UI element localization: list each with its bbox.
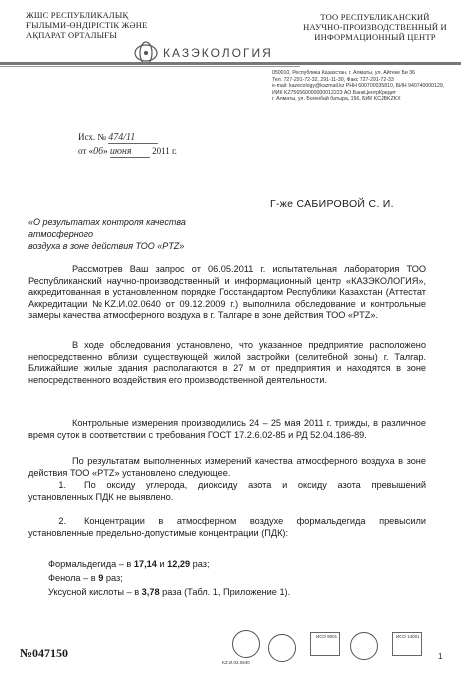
header-left-block — [26, 10, 147, 40]
iso-14001-label: ИСО 14001 — [396, 634, 420, 639]
concentration-value: 9 — [98, 573, 104, 583]
header-right-block — [300, 12, 450, 42]
page-number: 1 — [438, 652, 443, 661]
header-divider-thin — [0, 66, 300, 67]
address-line: 050010, Республика Казахстан, г. Алматы, ул. Айтеке Би 36 — [272, 70, 415, 76]
form-serial-number: №047150 — [20, 646, 69, 660]
item-1-text: По оксиду углерода, диоксиду азота и оксиду азота превышений установленных ПДК не выявлено. — [28, 480, 426, 502]
address-line: ИИК KZ756560000000012223 АО БанкЦентрКредит — [272, 89, 396, 96]
accreditation-label: KZ.И.02.0640 — [222, 660, 250, 665]
header-right-line: ИНФОРМАЦИОННЫЙ ЦЕНТР — [314, 32, 436, 42]
concentration-formaldehyde — [48, 558, 210, 570]
company-address — [272, 70, 452, 103]
address-line: Тел. 727-291-72-32, 291-11-30, Факс 727-291-72-33 — [272, 76, 394, 83]
concentration-sep: и — [156, 559, 168, 569]
header-left-line: ЖШС РЕСПУБЛИКАЛЫҚ — [26, 10, 129, 20]
concentration-acetic-acid — [48, 586, 290, 598]
concentration-unit: раз; — [190, 559, 210, 569]
concentration-label: Уксусной кислоты – в — [48, 587, 142, 597]
date-mid: » — [103, 146, 108, 156]
item-2-text: Концентрации в атмосферном воздухе формальдегида превысили установленные предельно-допустимые концентрации (ПДК): — [28, 516, 426, 538]
date-year: 2011 г. — [152, 146, 177, 156]
item-2-number: 2. — [58, 516, 66, 526]
header-divider — [0, 62, 461, 65]
subject-line: воздуха в зоне действия ТОО «PTZ» — [28, 241, 185, 251]
concentration-label: Формальдегида – в — [48, 559, 134, 569]
date-day: 06 — [93, 146, 104, 157]
outgoing-number-label: Исх. № — [78, 132, 106, 142]
header-left-line: ҒЫЛЫМИ-ӨНДІРІСТІК ЖӘНЕ — [26, 20, 148, 30]
accreditation-seal-icon — [232, 630, 260, 658]
paragraph-item-1 — [28, 480, 426, 503]
date-month: июня — [110, 146, 150, 158]
concentration-value: 17,14 — [133, 559, 157, 569]
iso-9001-label: ИСО 9001 — [316, 634, 338, 639]
item-1-number: 1. — [58, 480, 66, 490]
letter-subject — [28, 216, 248, 252]
outgoing-date — [78, 146, 177, 158]
recipient: Г-же САБИРОВОЙ С. И. — [270, 198, 394, 210]
header-right-line: ТОО РЕСПУБЛИКАНСКИЙ — [320, 12, 430, 22]
paragraph-results: По результатам выполненных измерений качества атмосферного воздуха в зоне действия ТОО «PTZ» установлено следующее. — [28, 456, 426, 478]
date-prefix: от « — [78, 146, 94, 156]
quality-seal-icon — [350, 632, 378, 660]
concentration-unit: раза (Табл. 1, Приложение 1). — [159, 587, 291, 597]
company-logo-text: КАЗЭКОЛОГИЯ — [163, 46, 273, 60]
concentration-value: 12,29 — [167, 559, 191, 569]
outgoing-number-value: 474/11 — [108, 132, 158, 144]
concentration-value: 3,78 — [141, 587, 160, 597]
concentration-unit: раз; — [103, 573, 123, 583]
address-line: e-mail: kazecology@kazmail.kz РНН 600700035810, БИН 940740000129, — [272, 83, 445, 90]
concentration-phenol — [48, 572, 123, 584]
paragraph-findings: В ходе обследования установлено, что указанное предприятие расположено непосредственно вблизи существующей жилой застройки (селитебной зоны) г. Талгар. Ближайшие жилые здания располагаются в 27 м от предприятия и находятся в зоне непосредственного воздействия его производственной деятельности. — [28, 340, 426, 385]
outgoing-number — [78, 132, 158, 144]
paragraph-request: Рассмотрев Ваш запрос от 06.05.2011 г. испытательная лаборатория ТОО Республиканский научно-производственный и информационный центр «КАЗЭКОЛОГИЯ», аккредитованная в установленном порядке Госстандартом Республики Казахстан (Аттестат Аккредитации №KZ.И.02.0640 от 09.12.2009 г.) выполнила обследование и контрольные замеры качества атмосферного воздуха в г. Талгаре в зоне действия ТОО «PTZ». — [28, 264, 426, 321]
address-line: г. Алматы, ул. Богенбай батыра, 156, БИК KCJBKZKX — [272, 96, 401, 103]
paragraph-item-2 — [28, 516, 426, 539]
certification-seal-icon — [268, 634, 296, 662]
concentration-label: Фенола – в — [48, 573, 99, 583]
paragraph-measurements: Контрольные измерения производились 24 – 25 мая 2011 г. трижды, в различное время суток в соответствии с требования ГОСТ 17.2.6.02-85 и РД 52.04.186-89. — [28, 418, 426, 440]
subject-line: «О результатах контроля качества атмосферного — [28, 217, 186, 239]
header-left-line: АҚПАРАТ ОРТАЛЫҒЫ — [26, 30, 118, 40]
header-right-line: НАУЧНО-ПРОИЗВОДСТВЕННЫЙ И — [303, 22, 447, 32]
